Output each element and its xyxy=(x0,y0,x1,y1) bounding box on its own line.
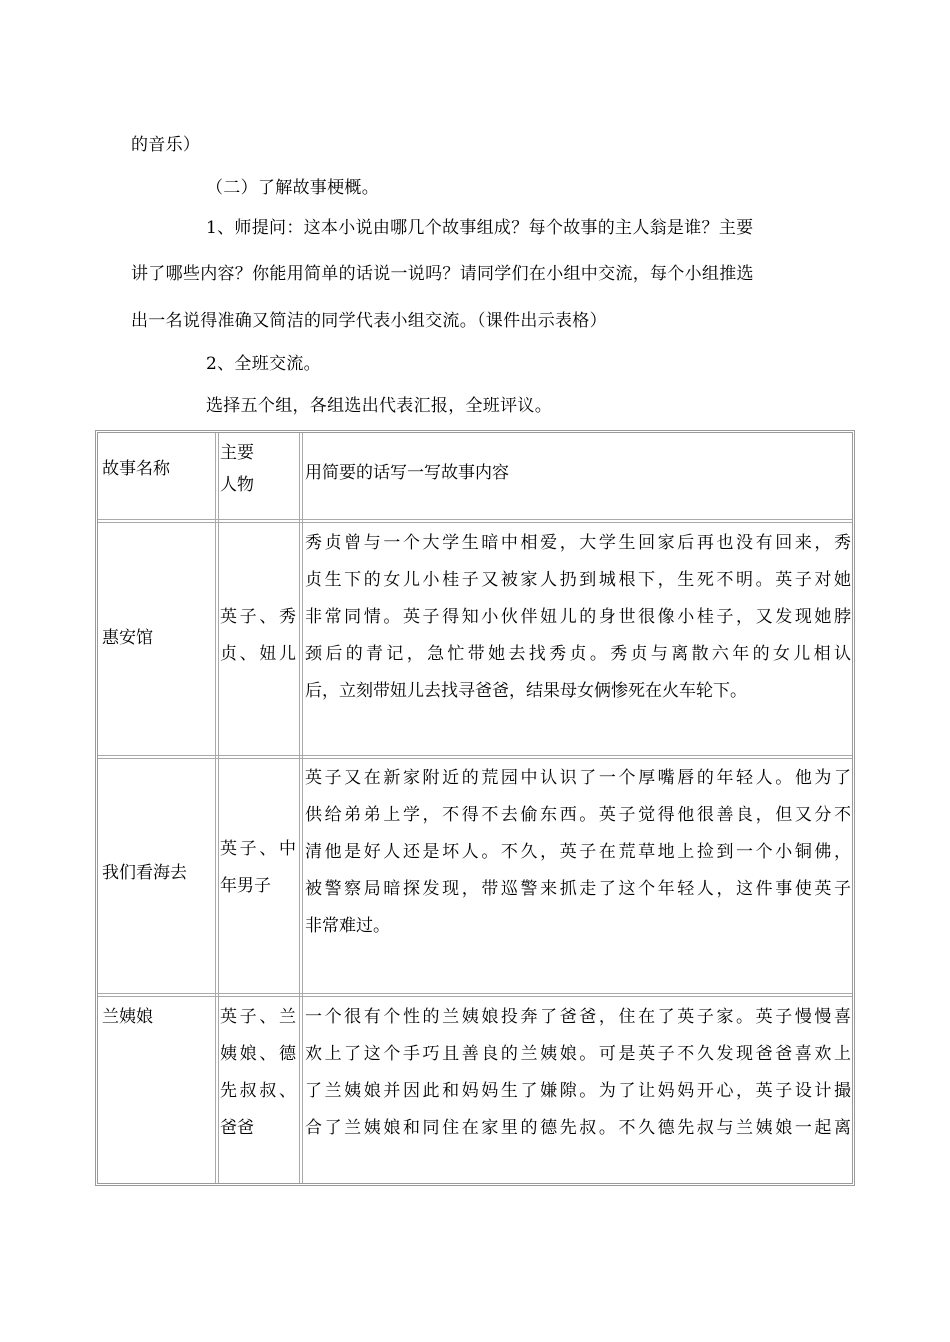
header-characters xyxy=(220,437,295,501)
characters-line: 爸爸 xyxy=(220,1118,254,1138)
content-line: 贞生下的女儿小桂子又被家人扔到城根下，生死不明。英子对她 xyxy=(305,570,851,590)
characters-line: 年男子 xyxy=(220,876,271,896)
characters-line: 姨娘、德 xyxy=(220,1044,296,1064)
paragraph-6: 2、全班交流。 xyxy=(206,354,321,374)
paragraph-3: 1、师提问：这本小说由哪几个故事组成？每个故事的主人翁是谁？主要 xyxy=(206,218,754,238)
content-line: 秀贞曾与一个大学生暗中相爱，大学生回家后再也没有回来，秀 xyxy=(305,533,851,553)
story-characters xyxy=(220,599,296,673)
content-line: 供给弟弟上学，不得不去偷东西。英子觉得他很善良，但又分不 xyxy=(305,805,851,825)
content-line: 被警察局暗探发现，带巡警来抓走了这个年轻人，这件事使英子 xyxy=(305,879,851,899)
content-line: 非常同情。英子得知小伙伴妞儿的身世很像小桂子，又发现她脖 xyxy=(305,607,851,627)
row-divider xyxy=(98,755,852,759)
story-name: 我们看海去 xyxy=(102,863,187,883)
row-divider xyxy=(98,519,852,523)
characters-line: 贞、妞儿 xyxy=(220,644,296,664)
content-line: 英子又在新家附近的荒园中认识了一个厚嘴唇的年轻人。他为了 xyxy=(305,768,851,788)
story-content xyxy=(305,760,851,945)
story-characters xyxy=(220,831,296,905)
header-characters-line: 主要 xyxy=(220,443,254,463)
column-divider xyxy=(299,433,303,1183)
paragraph-4: 讲了哪些内容？你能用简单的话说一说吗？请同学们在小组中交流，每个小组推选 xyxy=(131,264,754,284)
row-divider xyxy=(98,993,852,997)
content-line: 一个很有个性的兰姨娘投奔了爸爸，住在了英子家。英子慢慢喜 xyxy=(305,1007,851,1027)
column-divider xyxy=(215,433,219,1183)
story-content xyxy=(305,999,851,1147)
characters-line: 先叔叔、 xyxy=(220,1081,296,1101)
content-line: 了兰姨娘并因此和妈妈生了嫌隙。为了让妈妈开心，英子设计撮 xyxy=(305,1081,851,1101)
story-content xyxy=(305,525,851,710)
characters-line: 英子、中 xyxy=(220,839,296,859)
characters-line: 英子、兰 xyxy=(220,1007,296,1027)
header-story-name: 故事名称 xyxy=(102,459,170,479)
header-characters-line: 人物 xyxy=(220,475,254,495)
story-name: 兰姨娘 xyxy=(102,1007,153,1027)
content-line: 合了兰姨娘和同住在家里的德先叔。不久德先叔与兰姨娘一起离 xyxy=(305,1118,851,1138)
content-line: 颈后的青记，急忙带她去找秀贞。秀贞与离散六年的女儿相认 xyxy=(305,644,851,664)
paragraph-1: 的音乐） xyxy=(131,135,201,155)
paragraph-2: （二）了解故事梗概。 xyxy=(206,178,379,198)
story-summary-table xyxy=(95,430,855,1186)
story-name: 惠安馆 xyxy=(102,628,153,648)
story-characters xyxy=(220,999,296,1147)
content-line: 非常难过。 xyxy=(305,916,390,936)
content-line: 后，立刻带妞儿去找寻爸爸，结果母女俩惨死在火车轮下。 xyxy=(305,681,747,701)
content-line: 清他是好人还是坏人。不久，英子在荒草地上捡到一个小铜佛， xyxy=(305,842,851,862)
paragraph-5: 出一名说得准确又简洁的同学代表小组交流。（课件出示表格） xyxy=(131,311,607,331)
paragraph-7: 选择五个组，各组选出代表汇报，全班评议。 xyxy=(206,396,552,416)
header-content: 用简要的话写一写故事内容 xyxy=(305,463,509,483)
content-line: 欢上了这个手巧且善良的兰姨娘。可是英子不久发现爸爸喜欢上 xyxy=(305,1044,851,1064)
characters-line: 英子、秀 xyxy=(220,607,296,627)
